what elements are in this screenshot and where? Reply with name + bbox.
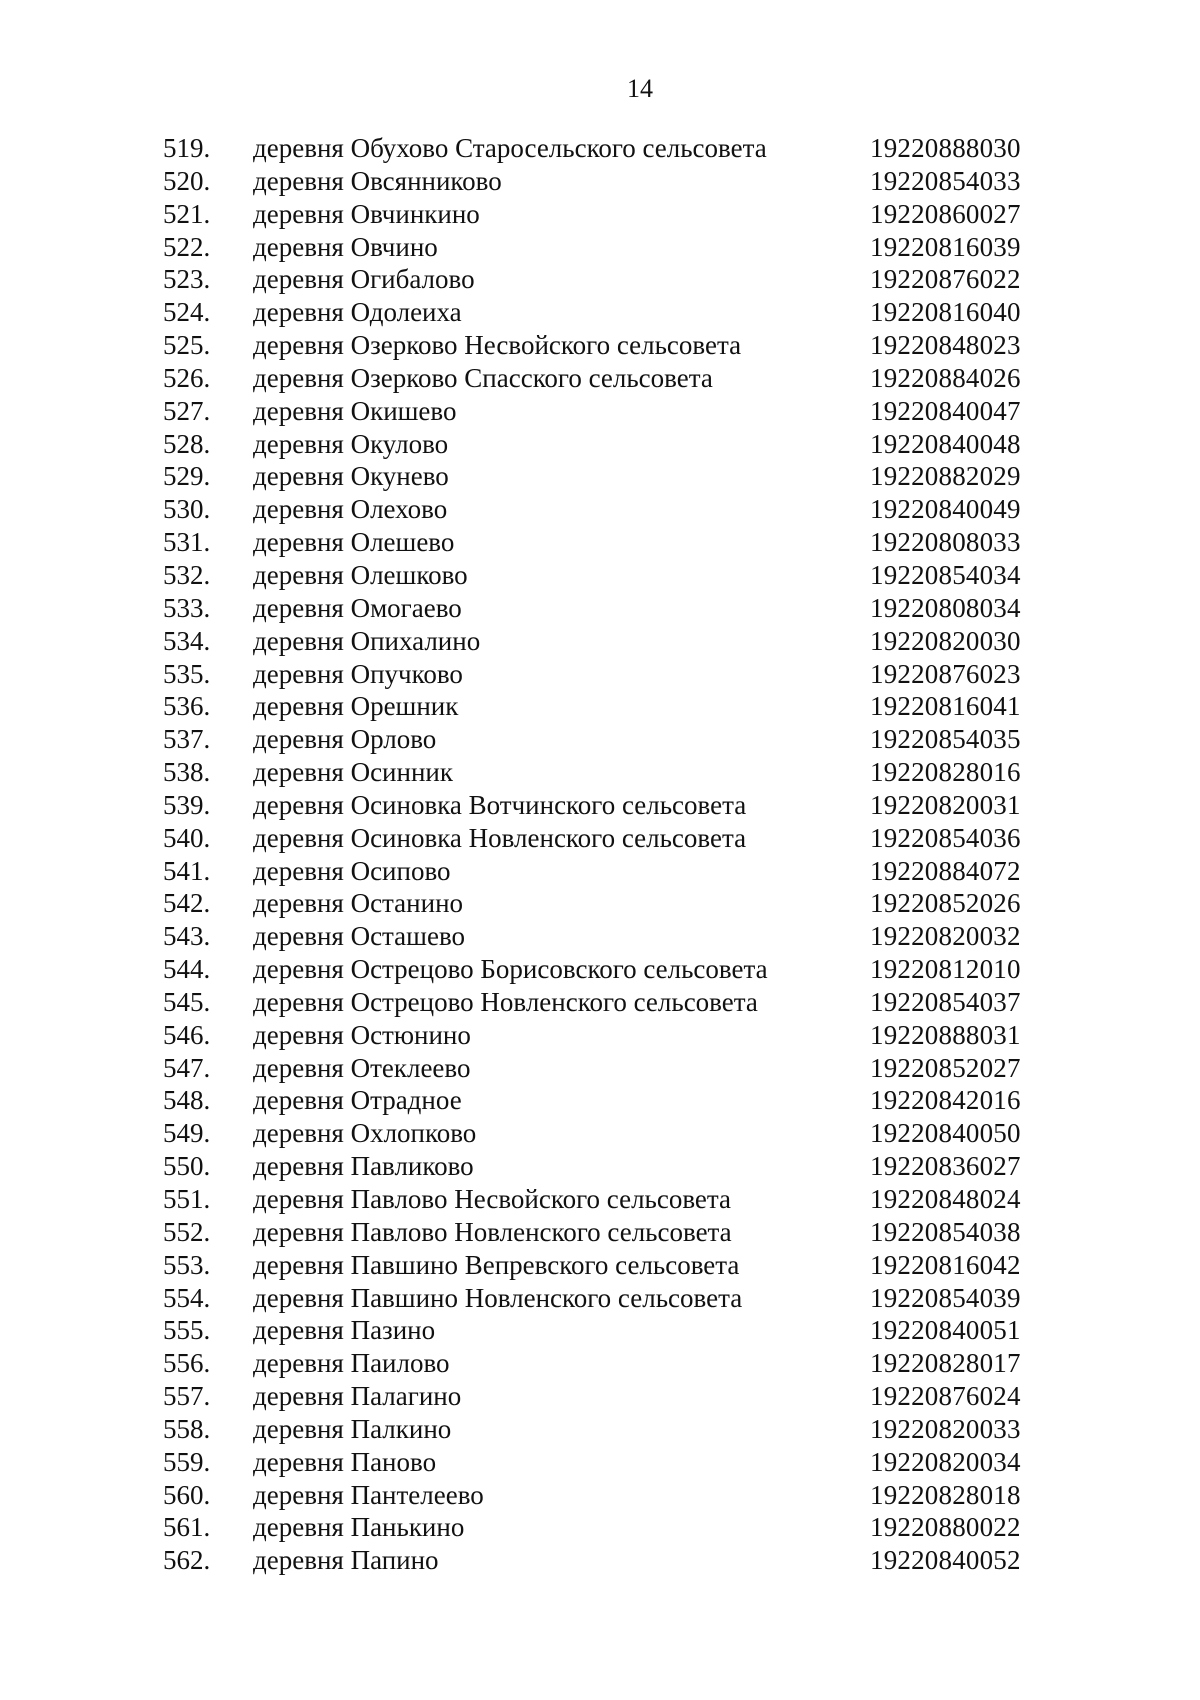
- oktmo-code: 19220820030: [870, 625, 1021, 656]
- oktmo-code: 19220840052: [870, 1545, 1021, 1576]
- list-item: [0, 1446, 1200, 1479]
- list-item: [0, 1183, 1200, 1216]
- list-item: [0, 625, 1200, 658]
- settlement-name: деревня Омогаево: [253, 592, 462, 623]
- oktmo-code: 19220816039: [870, 231, 1021, 262]
- oktmo-code: 19220816042: [870, 1249, 1021, 1280]
- settlement-name: деревня Озерково Несвойского сельсовета: [253, 330, 742, 361]
- settlement-name: деревня Осиновка Новленского сельсовета: [253, 822, 747, 853]
- oktmo-code: 19220840049: [870, 494, 1021, 525]
- list-item: [0, 855, 1200, 888]
- item-number: 538.: [163, 757, 211, 788]
- settlement-name: деревня Останино: [253, 888, 464, 919]
- settlement-name: деревня Овчинкино: [253, 198, 480, 229]
- oktmo-code: 19220820034: [870, 1446, 1021, 1477]
- list-item: [0, 526, 1200, 559]
- settlement-name: деревня Одолеиха: [253, 297, 462, 328]
- item-number: 524.: [163, 297, 211, 328]
- item-number: 521.: [163, 198, 211, 229]
- item-number: 552.: [163, 1216, 211, 1247]
- item-number: 551.: [163, 1184, 211, 1214]
- settlement-name: деревня Овчино: [253, 231, 438, 262]
- item-number: 562.: [163, 1545, 211, 1576]
- list-item: [0, 1511, 1200, 1544]
- item-number: 545.: [163, 986, 211, 1017]
- oktmo-code: 19220828018: [870, 1479, 1021, 1510]
- list-item: [0, 1019, 1200, 1052]
- item-number: 529.: [163, 461, 211, 492]
- oktmo-code: 19220848023: [870, 330, 1021, 361]
- oktmo-code: 19220854037: [870, 986, 1021, 1017]
- settlement-name: деревня Огибалово: [253, 264, 475, 295]
- list-item: [0, 395, 1200, 428]
- oktmo-code: 19220854033: [870, 165, 1021, 196]
- settlement-name: деревня Пазино: [253, 1315, 436, 1346]
- page-number: 14: [627, 74, 653, 103]
- settlement-name: деревня Обухово Старосельского сельсовета: [253, 133, 767, 163]
- list-item: [0, 362, 1200, 395]
- oktmo-code: 19220884072: [870, 855, 1021, 886]
- item-number: 528.: [163, 428, 211, 459]
- list-item: [0, 1249, 1200, 1282]
- settlement-name: деревня Палагино: [253, 1381, 462, 1412]
- oktmo-code: 19220888030: [870, 133, 1021, 163]
- settlement-name: деревня Паилово: [253, 1348, 450, 1379]
- list-item: [0, 690, 1200, 723]
- list-item: [0, 1216, 1200, 1249]
- settlement-name: деревня Олешково: [253, 559, 468, 590]
- settlement-name: деревня Олешево: [253, 527, 455, 558]
- list-item: [0, 1347, 1200, 1380]
- oktmo-code: 19220820032: [870, 921, 1021, 952]
- settlement-name: деревня Павликово: [253, 1151, 474, 1182]
- list-item: [0, 822, 1200, 855]
- oktmo-code: 19220852027: [870, 1052, 1021, 1083]
- item-number: 533.: [163, 592, 211, 623]
- list-item: [0, 329, 1200, 362]
- oktmo-code: 19220880022: [870, 1512, 1021, 1543]
- list-item: [0, 986, 1200, 1019]
- settlement-name: деревня Палкино: [253, 1413, 452, 1444]
- list-item: [0, 165, 1200, 198]
- oktmo-code: 19220828017: [870, 1348, 1021, 1379]
- list-item: [0, 1150, 1200, 1183]
- oktmo-code: 19220888031: [870, 1019, 1021, 1050]
- list-item: [0, 231, 1200, 264]
- item-number: 520.: [163, 165, 211, 196]
- settlement-name: деревня Остюнино: [253, 1019, 471, 1050]
- oktmo-code: 19220828016: [870, 757, 1021, 788]
- item-number: 527.: [163, 395, 211, 426]
- item-number: 530.: [163, 494, 211, 525]
- oktmo-code: 19220854035: [870, 724, 1021, 755]
- oktmo-code: 19220808033: [870, 527, 1021, 558]
- settlement-name: деревня Панькино: [253, 1512, 465, 1543]
- item-number: 555.: [163, 1315, 211, 1346]
- oktmo-code: 19220854034: [870, 559, 1021, 590]
- settlement-name: деревня Окулово: [253, 428, 449, 459]
- settlement-name: деревня Папино: [253, 1545, 439, 1576]
- item-number: 532.: [163, 559, 211, 590]
- settlement-name: деревня Павшино Вепревского сельсовета: [253, 1249, 740, 1280]
- oktmo-code: 19220836027: [870, 1151, 1021, 1182]
- list-item: [0, 263, 1200, 296]
- settlement-list: [0, 132, 1200, 1577]
- item-number: 558.: [163, 1413, 211, 1444]
- oktmo-code: 19220840048: [870, 428, 1021, 459]
- settlement-name: деревня Острецово Борисовского сельсовета: [253, 954, 768, 985]
- settlement-name: деревня Пантелеево: [253, 1479, 484, 1510]
- item-number: 526.: [163, 362, 211, 393]
- item-number: 537.: [163, 724, 211, 755]
- item-number: 549.: [163, 1118, 211, 1149]
- settlement-name: деревня Отеклеево: [253, 1052, 471, 1083]
- oktmo-code: 19220820031: [870, 789, 1021, 820]
- oktmo-code: 19220884026: [870, 362, 1021, 393]
- settlement-name: деревня Охлопково: [253, 1118, 477, 1149]
- item-number: 554.: [163, 1282, 211, 1313]
- oktmo-code: 19220876022: [870, 264, 1021, 295]
- item-number: 560.: [163, 1479, 211, 1510]
- list-item: [0, 789, 1200, 822]
- oktmo-code: 19220840047: [870, 395, 1021, 426]
- list-item: [0, 1380, 1200, 1413]
- item-number: 541.: [163, 855, 211, 886]
- list-item: [0, 428, 1200, 461]
- settlement-name: деревня Овсянниково: [253, 165, 502, 196]
- item-number: 559.: [163, 1446, 211, 1477]
- settlement-name: деревня Орлово: [253, 724, 437, 755]
- item-number: 531.: [163, 527, 211, 558]
- oktmo-code: 19220876024: [870, 1381, 1021, 1412]
- list-item: [0, 1282, 1200, 1315]
- list-item: [0, 1052, 1200, 1085]
- settlement-name: деревня Осинник: [253, 757, 453, 788]
- item-number: 548.: [163, 1085, 211, 1116]
- item-number: 553.: [163, 1249, 211, 1280]
- settlement-name: деревня Отрадное: [253, 1085, 462, 1116]
- oktmo-code: 19220820033: [870, 1413, 1021, 1444]
- item-number: 525.: [163, 330, 211, 361]
- item-number: 561.: [163, 1512, 211, 1543]
- item-number: 523.: [163, 264, 211, 295]
- item-number: 540.: [163, 822, 211, 853]
- list-item: [0, 1314, 1200, 1347]
- item-number: 522.: [163, 231, 211, 262]
- settlement-name: деревня Павлово Несвойского сельсовета: [253, 1184, 732, 1214]
- settlement-name: деревня Паново: [253, 1446, 437, 1477]
- oktmo-code: 19220842016: [870, 1085, 1021, 1116]
- item-number: 542.: [163, 888, 211, 919]
- settlement-name: деревня Осипово: [253, 855, 451, 886]
- item-number: 544.: [163, 954, 211, 985]
- item-number: 536.: [163, 691, 211, 722]
- oktmo-code: 19220876023: [870, 658, 1021, 689]
- settlement-name: деревня Острецово Новленского сельсовета: [253, 986, 758, 1017]
- item-number: 557.: [163, 1381, 211, 1412]
- list-item: [0, 756, 1200, 789]
- list-item: [0, 493, 1200, 526]
- list-item: [0, 132, 1200, 165]
- list-item: [0, 1117, 1200, 1150]
- item-number: 556.: [163, 1348, 211, 1379]
- settlement-name: деревня Олехово: [253, 494, 448, 525]
- list-item: [0, 658, 1200, 691]
- item-number: 519.: [163, 133, 211, 163]
- oktmo-code: 19220860027: [870, 198, 1021, 229]
- oktmo-code: 19220852026: [870, 888, 1021, 919]
- list-item: [0, 1084, 1200, 1117]
- item-number: 534.: [163, 625, 211, 656]
- item-number: 550.: [163, 1151, 211, 1182]
- list-item: [0, 953, 1200, 986]
- oktmo-code: 19220854036: [870, 822, 1021, 853]
- settlement-name: деревня Орешник: [253, 691, 459, 722]
- list-item: [0, 460, 1200, 493]
- settlement-name: деревня Павлово Новленского сельсовета: [253, 1216, 732, 1247]
- list-item: [0, 198, 1200, 231]
- list-item: [0, 1479, 1200, 1512]
- oktmo-code: 19220854039: [870, 1282, 1021, 1313]
- list-item: [0, 887, 1200, 920]
- item-number: 539.: [163, 789, 211, 820]
- list-item: [0, 1413, 1200, 1446]
- settlement-name: деревня Опучково: [253, 658, 463, 689]
- oktmo-code: 19220816041: [870, 691, 1021, 722]
- oktmo-code: 19220840051: [870, 1315, 1021, 1346]
- oktmo-code: 19220816040: [870, 297, 1021, 328]
- oktmo-code: 19220848024: [870, 1184, 1021, 1214]
- settlement-name: деревня Окишево: [253, 395, 457, 426]
- settlement-name: деревня Осиновка Вотчинского сельсовета: [253, 789, 747, 820]
- item-number: 543.: [163, 921, 211, 952]
- list-item: [0, 296, 1200, 329]
- oktmo-code: 19220812010: [870, 954, 1021, 985]
- list-item: [0, 723, 1200, 756]
- oktmo-code: 19220882029: [870, 461, 1021, 492]
- settlement-name: деревня Осташево: [253, 921, 466, 952]
- oktmo-code: 19220854038: [870, 1216, 1021, 1247]
- list-item: [0, 920, 1200, 953]
- settlement-name: деревня Окунево: [253, 461, 449, 492]
- oktmo-code: 19220840050: [870, 1118, 1021, 1149]
- item-number: 546.: [163, 1019, 211, 1050]
- settlement-name: деревня Опихалино: [253, 625, 481, 656]
- list-item: [0, 592, 1200, 625]
- item-number: 547.: [163, 1052, 211, 1083]
- settlement-name: деревня Павшино Новленского сельсовета: [253, 1282, 743, 1313]
- list-item: [0, 559, 1200, 592]
- oktmo-code: 19220808034: [870, 592, 1021, 623]
- list-item: [0, 1544, 1200, 1577]
- settlement-name: деревня Озерково Спасского сельсовета: [253, 362, 713, 393]
- item-number: 535.: [163, 658, 211, 689]
